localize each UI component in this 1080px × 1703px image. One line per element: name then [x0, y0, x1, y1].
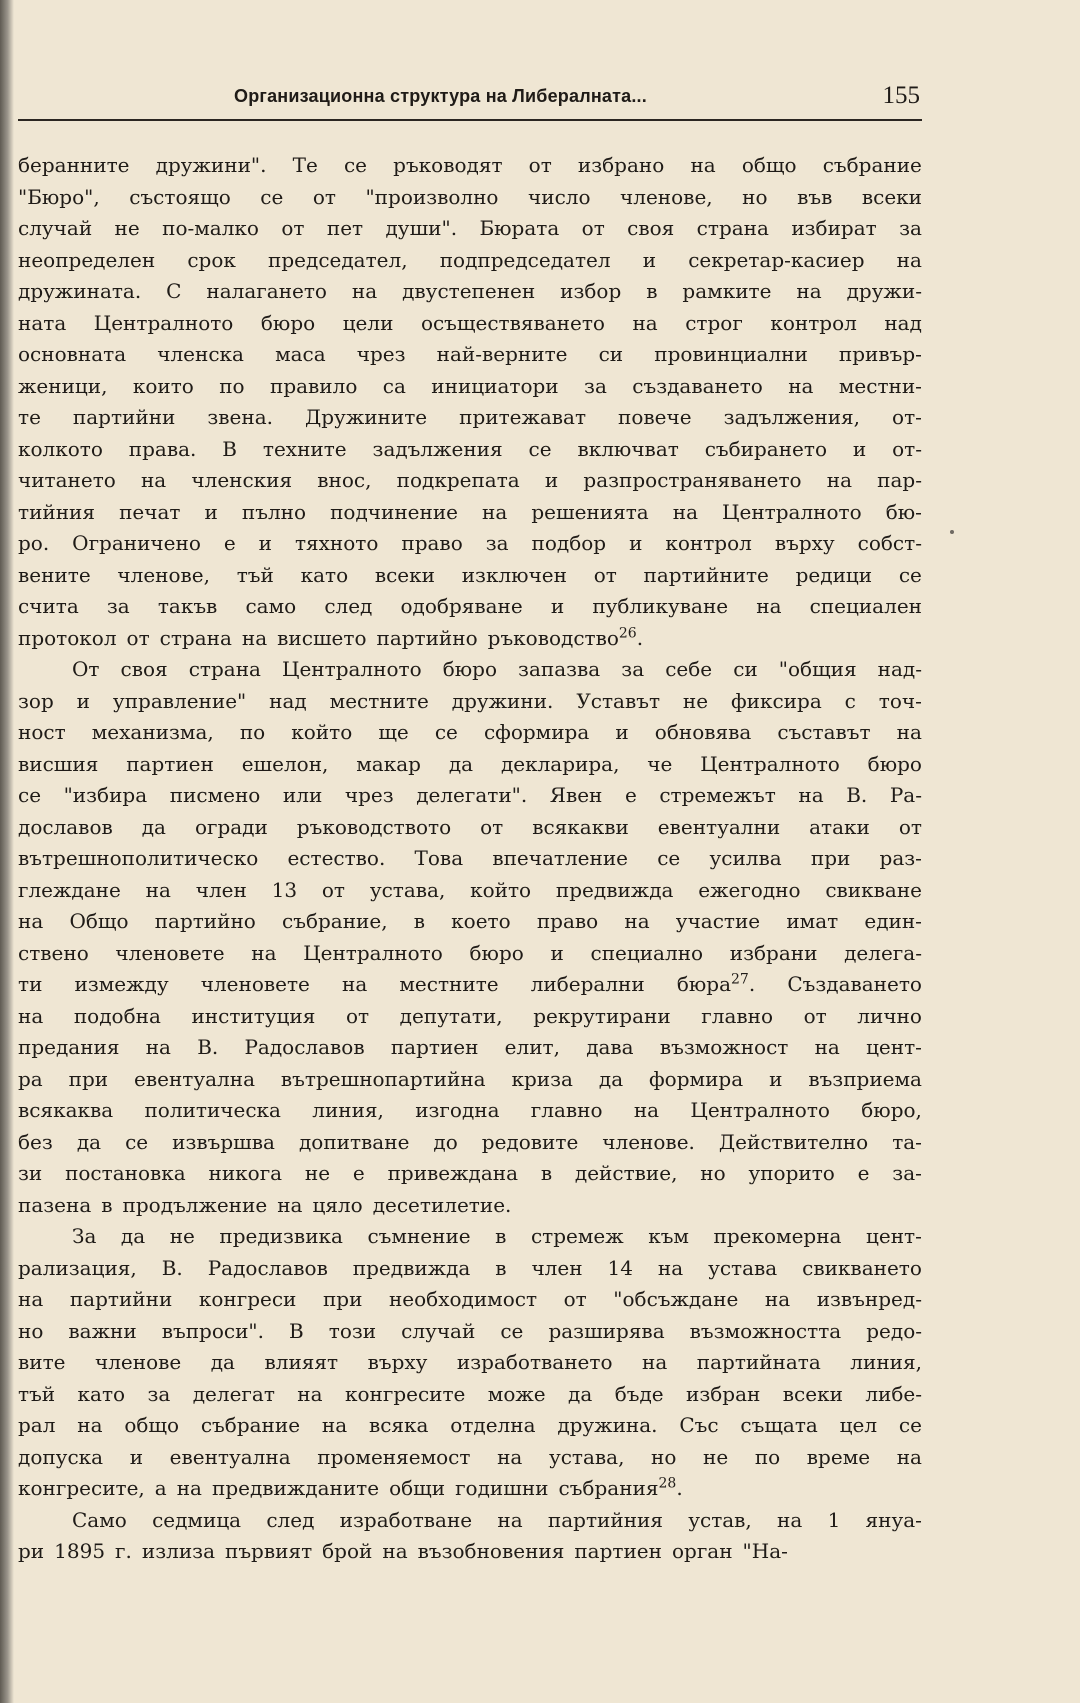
header-rule	[18, 119, 922, 121]
text-line: допуска и евентуална променяемост на устава, но не по време на	[18, 1444, 922, 1469]
text-line: вътрешнополитическо естество. Това впечатление се усилва при раз-	[18, 846, 922, 870]
text-line: протокол от страна на висшето партийно ръководство$^{26}$.	[18, 624, 644, 650]
text-line: неопределен срок председател, подпредседател и секретар-касиер на	[18, 247, 922, 272]
text-line: счита за такъв само след одобряване и публикуване на специален	[18, 594, 922, 618]
text-line: беранните дружини". Те се ръководят от избрано на общо събрание	[18, 153, 922, 177]
margin-mark	[950, 530, 954, 534]
text-line: ро. Ограничено е и тяхното право за подбор и контрол върху собст-	[18, 531, 922, 555]
text-line: без да се извършва допитване до редовите членове. Действително та-	[18, 1129, 922, 1154]
footnote-marker: 27	[731, 971, 749, 988]
text-line: на партийни конгреси при необходимост от "обсъждане на извънред-	[18, 1287, 922, 1311]
text-line: те партийни звена. Дружините притежават повече задължения, от-	[18, 405, 922, 429]
text-line: Само седмица след изработване на партийния устав, на 1 януа-	[72, 1507, 922, 1532]
text-line: вите членове да влияят върху изработването на партийната линия,	[18, 1350, 922, 1374]
text-line: "Бюро", състоящо се от "произволно число членове, но във всеки	[18, 184, 922, 209]
text-line: случай не по-малко от пет души". Бюрата от своя страна избират за	[18, 216, 922, 240]
text-line: зор и управление" над местните дружини. Уставът не фиксира с точ-	[18, 688, 922, 713]
running-title: Организационна структура на Либералната...	[234, 86, 647, 106]
text-line: колкото права. В техните задължения се включват събирането и от-	[18, 436, 922, 461]
text-line: ти измежду членовете на местните либерални бюра$^{27}$. Създаването	[18, 971, 922, 996]
text-line: дославов да огради ръководството от всякакви евентуални атаки от	[18, 814, 922, 839]
text-line: се "избира писмено или чрез делегати". Явен е стремежът на В. Ра-	[18, 783, 922, 807]
text-line: на подобна институция от депутати, рекрутирани главно от лично	[18, 1003, 922, 1028]
text-line: ната Централното бюро цели осъществяването на строг контрол над	[18, 310, 922, 335]
text-line: всякаква политическа линия, изгодна главно на Централното бюро,	[18, 1098, 922, 1122]
text-line: предания на В. Радославов партиен елит, дава възможност на цент-	[18, 1035, 922, 1059]
body-text	[18, 150, 922, 1568]
text-line: рал на общо събрание на всяка отделна дружина. Със същата цел се	[18, 1413, 922, 1437]
text-line: ра при евентуална вътрешнопартийна криза да формира и възприема	[18, 1066, 922, 1091]
text-line: вените членове, тъй като всеки изключен от партийните редици се	[18, 562, 922, 587]
text-line: зи постановка никога не е привеждана в действие, но упорито е за-	[18, 1161, 922, 1185]
text-line: ствено членовете на Централното бюро и специално избрани делега-	[18, 940, 922, 965]
text-line: висшия партиен ешелон, макар да декларира, че Централното бюро	[18, 751, 922, 776]
footnote-marker: 28	[658, 1475, 677, 1492]
text-line: От своя страна Централното бюро запазва за себе си "общия над-	[72, 657, 922, 681]
text-line: на Общо партийно събрание, в което право на участие имат един-	[18, 909, 922, 933]
text-line: За да не предизвика съмнение в стремеж към прекомерна цент-	[72, 1224, 922, 1248]
page-number: 155	[882, 82, 920, 109]
text-line: ри 1895 г. излиза първият брой на възобновения партиен орган "На-	[18, 1539, 788, 1563]
paragraph	[18, 1505, 922, 1568]
text-line: тийния печат и пълно подчинение на решенията на Централното бю-	[18, 499, 922, 524]
text-line: женици, които по правило са инициатори за създаването на местни-	[18, 373, 922, 398]
paragraph	[18, 1221, 922, 1505]
paragraph	[18, 150, 922, 654]
paragraph	[18, 654, 922, 1221]
footnote-marker: 26	[618, 624, 637, 641]
text-line: ност механизма, по който ще се сформира и обновява съставът на	[18, 720, 922, 744]
text-line: рализация, В. Радославов предвижда в член 14 на устава свикването	[18, 1255, 922, 1280]
text-line: но важни въпроси". В този случай се разширява възможността редо-	[18, 1318, 922, 1343]
text-line: конгресите, а на предвижданите общи годишни събрания$^{28}$.	[18, 1475, 683, 1500]
text-line: дружината. С налагането на двустепенен избор в рамките на дружи-	[18, 279, 922, 303]
text-line: глеждане на член 13 от устава, който предвижда ежегодно свикване	[18, 877, 922, 902]
text-line: основната членска маса чрез най-верните си провинциални привър-	[18, 342, 922, 366]
text-line: тъй като за делегат на конгресите може да бъде избран всеки либе-	[18, 1381, 922, 1406]
text-line: пазена в продължение на цяло десетилетие.	[18, 1192, 512, 1217]
text-line: читането на членския внос, подкрепата и разпространяването на пар-	[18, 468, 922, 492]
running-header	[234, 84, 920, 118]
